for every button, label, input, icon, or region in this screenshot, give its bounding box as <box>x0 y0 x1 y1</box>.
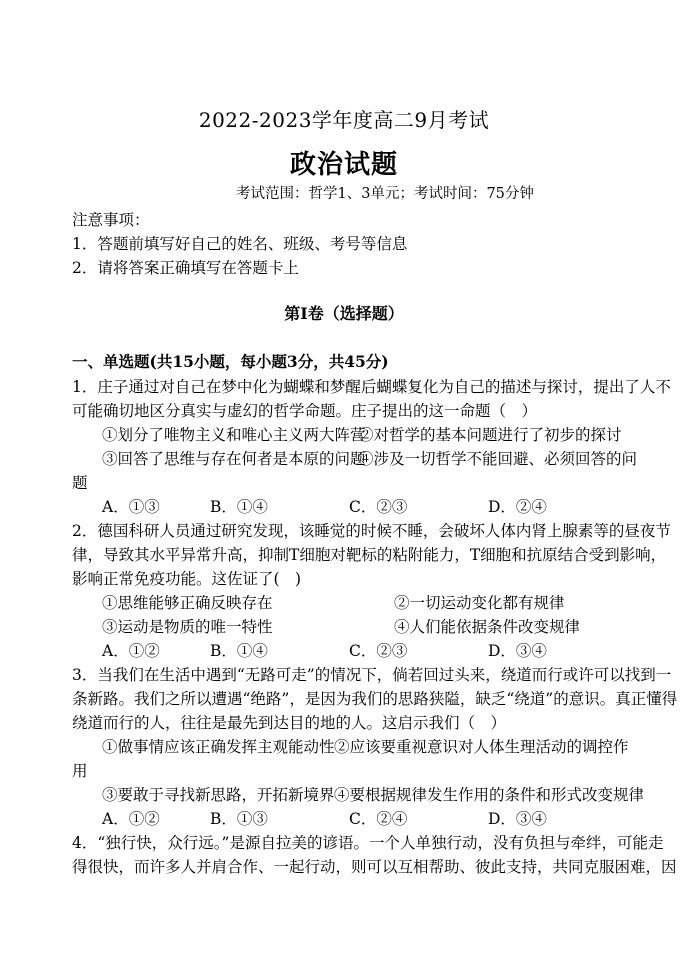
q2-option-4: ④人们能依据条件改变规律 <box>394 618 581 636</box>
subject-title: 政治试题 <box>289 150 398 180</box>
q1-choice-d: D．②④ <box>488 498 547 516</box>
q2-option-2: ②一切运动变化都有规律 <box>394 594 565 612</box>
exam-title: 2022-2023学年度高二9月考试 <box>198 108 490 132</box>
note-item-2: 2．请将答案正确填写在答题卡上 <box>72 259 299 277</box>
q2-choice-b: B．①④ <box>210 642 268 660</box>
section-title: 第Ⅰ卷（选择题） <box>284 304 404 323</box>
q3-stem-line2: 条新路。我们之所以遭遇“绝路”，是因为我们的思路狭隘，缺乏“绕道”的意识。真正懂得 <box>72 690 678 708</box>
q4-stem-line2: 得很快，而许多人并肩合作、一起行动，则可以互相帮助、彼此支持，共同克服困难，因 <box>72 858 677 876</box>
q2-choice-d: D．③④ <box>488 642 547 660</box>
q3-option-2-wrap: 用 <box>72 762 88 780</box>
q3-option-3: ③要敢于寻找新思路，开拓新境界 <box>102 786 335 804</box>
q2-choice-c: C．②③ <box>349 642 408 660</box>
q4-stem-line1: 4．“独行快，众行远。”是源自拉美的谚语。一个人单独行动，没有负担与牵绊，可能走 <box>72 834 664 852</box>
part-heading: 一、单选题(共15小题，每小题3分，共45分) <box>72 352 389 371</box>
q1-stem-line2: 可能确切地区分真实与虚幻的哲学命题。庄子提出的这一命题（ ） <box>72 402 538 420</box>
q1-option-4: ④涉及一切哲学不能回避、必须回答的问 <box>358 450 638 468</box>
q3-choice-b: B．①③ <box>210 810 268 828</box>
q1-choice-c: C．②③ <box>349 498 408 516</box>
q1-option-4-wrap: 题 <box>72 474 88 492</box>
q2-option-3: ③运动是物质的唯一特性 <box>102 618 273 636</box>
q3-choice-c: C．②④ <box>349 810 408 828</box>
q2-choice-a: A．①② <box>102 642 160 660</box>
q1-stem-line1: 1．庄子通过对自己在梦中化为蝴蝶和梦醒后蝴蝶复化为自己的描述与探讨，提出了人不 <box>72 378 671 396</box>
q3-stem-line3: 绕道而行的人，往往是最先到达目的地的人。这启示我们（ ） <box>72 714 507 732</box>
q3-option-2: ②应该要重视意识对人体生理活动的调控作 <box>334 738 629 756</box>
note-item-1: 1．答题前填写好自己的姓名、班级、考号等信息 <box>72 235 408 253</box>
q3-stem-line1: 3．当我们在生活中遇到“无路可走”的情况下，倘若回过头来，绕道而行或许可以找到一 <box>72 666 672 684</box>
q3-choice-d: D．③④ <box>488 810 547 828</box>
q2-stem-line1: 2．德国科研人员通过研究发现，该睡觉的时候不睡，会破坏人体内肾上腺素等的昼夜节 <box>72 522 671 540</box>
q3-option-1: ①做事情应该正确发挥主观能动性 <box>102 738 335 756</box>
q1-option-2: ②对哲学的基本问题进行了初步的探讨 <box>358 426 622 444</box>
exam-scope: 考试范围：哲学1、3单元；考试时间：75分钟 <box>236 186 534 202</box>
q2-stem-line3: 影响正常免疫功能。这佐证了( ) <box>72 570 302 588</box>
q1-option-3: ③回答了思维与存在何者是本原的问题 <box>102 450 366 468</box>
notes-heading: 注意事项： <box>72 211 150 229</box>
q1-choice-b: B．①④ <box>210 498 268 516</box>
q2-option-1: ①思维能够正确反映存在 <box>102 594 273 612</box>
q1-option-1: ①划分了唯物主义和唯心主义两大阵营 <box>102 426 366 444</box>
q2-stem-line2: 律，导致其水平异常升高，抑制T细胞对靶标的粘附能力，T细胞和抗原结合受到影响， <box>72 546 667 564</box>
q1-choice-a: A．①③ <box>102 498 160 516</box>
q3-choice-a: A．①② <box>102 810 160 828</box>
q3-option-4: ④要根据规律发生作用的条件和形式改变规律 <box>334 786 645 804</box>
